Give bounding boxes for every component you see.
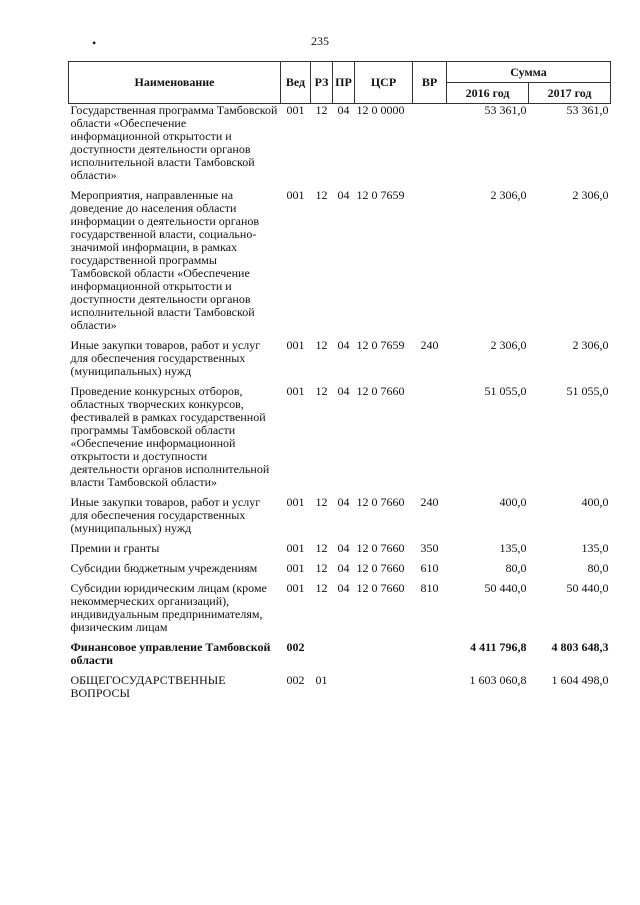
row-ved: 001 xyxy=(286,561,305,575)
header-name: Наименование xyxy=(69,62,281,104)
row-2017: 400,0 xyxy=(581,495,609,509)
row-ved: 002 xyxy=(286,673,305,687)
header-year-2017: 2017 год xyxy=(529,83,611,104)
row-rz: 12 xyxy=(315,541,328,555)
row-name: Иные закупки товаров, работ и услуг для обеспечения государственных (муниципальных) нужд xyxy=(70,495,261,535)
row-csr: 12 0 7659 xyxy=(356,188,405,202)
header-sum: Сумма xyxy=(447,62,611,83)
row-pr: 04 xyxy=(337,103,350,117)
row-2016: 2 306,0 xyxy=(490,338,527,352)
row-2016: 1 603 060,8 xyxy=(469,673,527,687)
row-2017: 1 604 498,0 xyxy=(551,673,609,687)
row-2016: 50 440,0 xyxy=(484,581,527,595)
header-ved: Вед xyxy=(281,62,311,104)
row-rz: 12 xyxy=(315,561,328,575)
row-csr: 12 0 7660 xyxy=(356,384,405,398)
row-name: ОБЩЕГОСУДАРСТВЕННЫЕ ВОПРОСЫ xyxy=(70,673,226,700)
row-rz: 12 xyxy=(315,188,328,202)
row-rz: 01 xyxy=(315,673,328,687)
page-number: 235 xyxy=(311,34,329,48)
row-2017: 80,0 xyxy=(587,561,609,575)
row-name: Иные закупки товаров, работ и услуг для обеспечения государственных (муниципальных) нужд xyxy=(70,338,261,378)
row-2017: 50 440,0 xyxy=(566,581,609,595)
header-vr: ВР xyxy=(413,62,447,104)
row-name: Субсидии бюджетным учреждениям xyxy=(70,561,258,575)
budget-table xyxy=(68,61,611,707)
row-rz xyxy=(311,641,333,674)
table-row xyxy=(69,641,611,674)
table-row xyxy=(69,582,611,641)
row-pr xyxy=(333,674,355,707)
row-pr: 04 xyxy=(337,581,350,595)
row-pr: 04 xyxy=(337,338,350,352)
row-name: Государственная программа Тамбовской области «Обеспечение информационной открытости и доступности деятельности органов исполнительной власти Тамбовской области» xyxy=(70,103,278,182)
row-name: Финансовое управление Тамбовской области xyxy=(70,640,271,667)
row-2016: 80,0 xyxy=(505,561,527,575)
row-csr: 12 0 7659 xyxy=(356,338,405,352)
row-pr xyxy=(333,641,355,674)
row-2017: 51 055,0 xyxy=(566,384,609,398)
row-name: Субсидии юридическим лицам (кроме некоммерческих организаций), индивидуальным предпринимателям, физическим лицам xyxy=(70,581,267,634)
row-rz: 12 xyxy=(315,338,328,352)
header-rz: РЗ xyxy=(311,62,333,104)
row-rz: 12 xyxy=(315,384,328,398)
row-pr: 04 xyxy=(337,561,350,575)
row-csr: 12 0 7660 xyxy=(356,561,405,575)
table-row xyxy=(69,339,611,385)
row-2017: 4 803 648,3 xyxy=(551,640,609,654)
row-ved: 001 xyxy=(286,384,305,398)
row-pr: 04 xyxy=(337,384,350,398)
table-row xyxy=(69,562,611,582)
row-ved: 001 xyxy=(286,338,305,352)
table-row xyxy=(69,189,611,339)
row-vr xyxy=(413,641,447,674)
row-csr xyxy=(355,674,413,707)
header-pr: ПР xyxy=(333,62,355,104)
row-2017: 53 361,0 xyxy=(566,103,609,117)
row-vr: 610 xyxy=(420,561,439,575)
row-csr: 12 0 0000 xyxy=(356,103,405,117)
row-name: Проведение конкурсных отборов, областных творческих конкурсов, фестивалей в рамках государственной программы Тамбовской области «Обеспечение информационной открытости и доступности деятельности органов исполнительной власти Тамбовской области» xyxy=(70,384,270,489)
table-row xyxy=(69,542,611,562)
row-pr: 04 xyxy=(337,495,350,509)
row-rz: 12 xyxy=(315,495,328,509)
row-vr xyxy=(413,189,447,339)
table-row xyxy=(69,104,611,190)
row-name: Премии и гранты xyxy=(70,541,160,555)
row-2016: 53 361,0 xyxy=(484,103,527,117)
row-ved: 002 xyxy=(286,640,305,654)
row-2017: 2 306,0 xyxy=(572,338,609,352)
row-vr: 240 xyxy=(420,495,439,509)
row-vr: 810 xyxy=(420,581,439,595)
row-vr: 350 xyxy=(420,541,439,555)
row-csr: 12 0 7660 xyxy=(356,541,405,555)
table-row xyxy=(69,385,611,496)
row-csr: 12 0 7660 xyxy=(356,581,405,595)
row-rz: 12 xyxy=(315,581,328,595)
row-ved: 001 xyxy=(286,103,305,117)
row-2016: 51 055,0 xyxy=(484,384,527,398)
scan-mark: • xyxy=(92,36,97,50)
row-pr: 04 xyxy=(337,188,350,202)
row-ved: 001 xyxy=(286,541,305,555)
row-ved: 001 xyxy=(286,581,305,595)
row-2016: 2 306,0 xyxy=(490,188,527,202)
row-name: Мероприятия, направленные на доведение до населения области информации о деятельности органов государственной власти, социально-значимой информации, в рамках государственной программы Тамбовской области «Обеспечение информационной открытости и доступности деятельности органов исполнительной власти Тамбовской области» xyxy=(70,188,260,332)
header-csr: ЦСР xyxy=(355,62,413,104)
row-vr xyxy=(413,674,447,707)
table-row xyxy=(69,674,611,707)
row-2016: 4 411 796,8 xyxy=(470,640,527,654)
row-rz: 12 xyxy=(315,103,328,117)
row-2017: 2 306,0 xyxy=(572,188,609,202)
row-vr xyxy=(413,104,447,190)
row-2017: 135,0 xyxy=(581,541,609,555)
row-2016: 135,0 xyxy=(499,541,527,555)
row-csr xyxy=(355,641,413,674)
row-vr xyxy=(413,385,447,496)
row-ved: 001 xyxy=(286,188,305,202)
row-csr: 12 0 7660 xyxy=(356,495,405,509)
row-pr: 04 xyxy=(337,541,350,555)
row-2016: 400,0 xyxy=(499,495,527,509)
table-row xyxy=(69,496,611,542)
header-year-2016: 2016 год xyxy=(447,83,529,104)
row-ved: 001 xyxy=(286,495,305,509)
row-vr: 240 xyxy=(420,338,439,352)
